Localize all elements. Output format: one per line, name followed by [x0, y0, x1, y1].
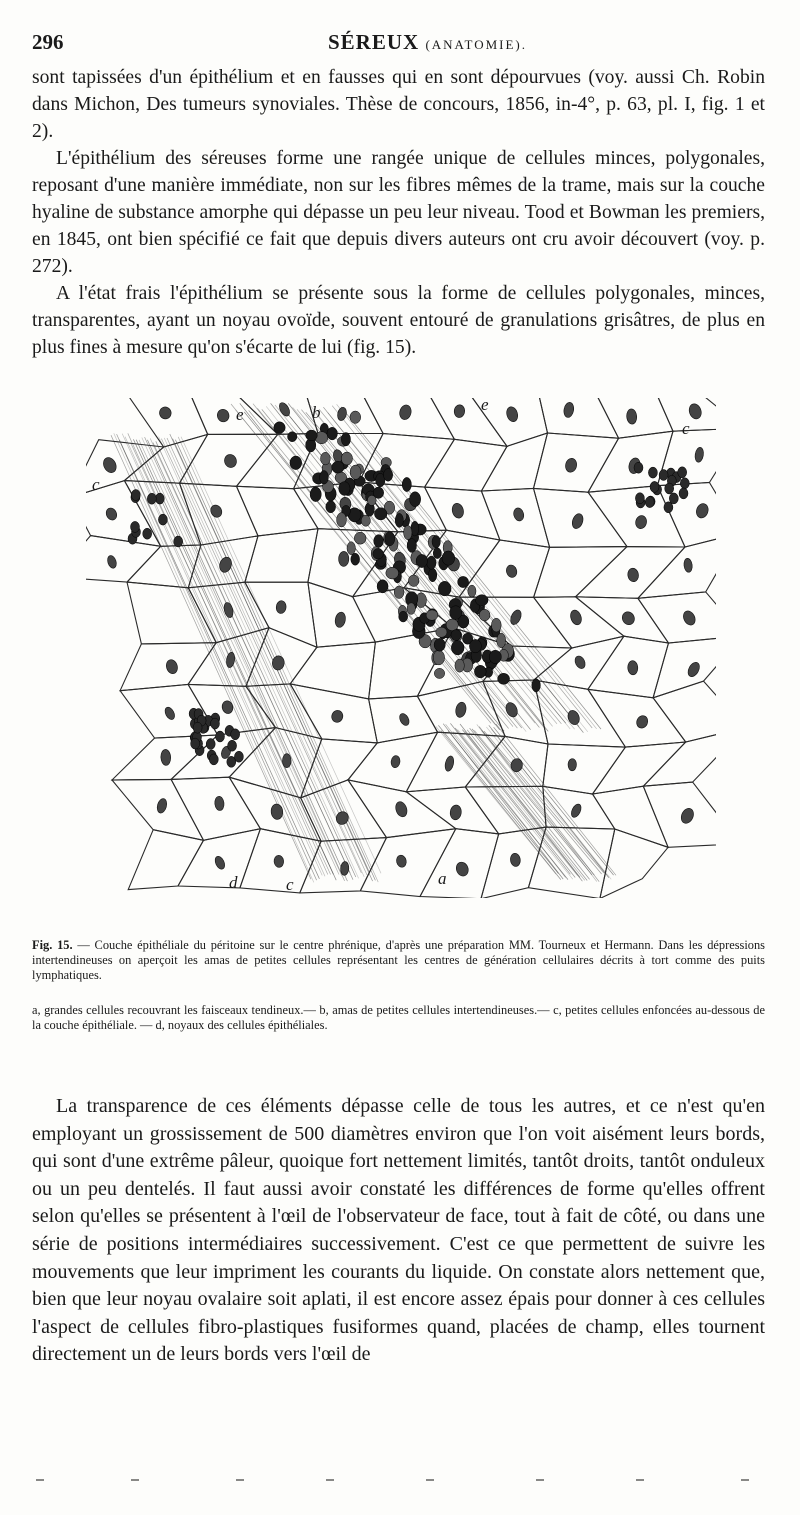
epithelial-cell [237, 486, 319, 536]
page-number: 296 [32, 30, 64, 54]
tendon-fiber [467, 730, 587, 881]
epithelial-cell [638, 533, 716, 598]
epithelial-cell [653, 636, 716, 698]
cell-nucleus [330, 709, 344, 724]
cell-nucleus [570, 512, 584, 530]
small-cell [290, 456, 302, 470]
figure-label: c [682, 419, 690, 438]
tendon-fiber [484, 731, 604, 873]
cell-nucleus [272, 655, 285, 671]
epithelial-cell [593, 742, 686, 794]
small-cell [476, 595, 489, 606]
figure-caption [32, 938, 765, 983]
cell-nucleus [620, 610, 637, 627]
small-cell [234, 751, 243, 762]
cell-nucleus [270, 803, 283, 820]
small-cell [385, 532, 395, 546]
cell-nucleus [390, 755, 400, 768]
cell-nucleus [273, 855, 284, 868]
epithelial-cell [119, 398, 208, 447]
small-cell [474, 665, 486, 678]
epithelial-cell [643, 782, 716, 847]
cell-nucleus [454, 860, 470, 877]
small-cell [193, 722, 202, 733]
epithelial-cell [171, 777, 260, 840]
cell-nucleus [510, 853, 521, 867]
figure-label: c [286, 875, 294, 894]
small-cell [147, 493, 156, 504]
cell-nucleus [635, 714, 650, 730]
small-cell [648, 467, 657, 478]
small-cell [428, 568, 436, 582]
small-cell [434, 668, 444, 678]
cell-nucleus [395, 854, 407, 868]
cell-nucleus [160, 749, 171, 765]
small-cell [491, 618, 501, 632]
small-cell [332, 461, 344, 473]
cell-nucleus [505, 564, 518, 579]
small-cell [678, 467, 687, 478]
cell-nucleus [563, 402, 575, 419]
paragraph: L'épithélium des séreuses forme une rangée unique de cellules minces, polygonales, reposant d'une manière immédiate, non sur les fibres mêmes de la trame, mais sur la couche hyaline de substance amorphe qui dépasse un peu leur niveau. Tood et Bowman les premiers, en 1845, ont bien spécifié ce fait que depuis divers auteurs ont cru avoir découvert (voy. p. 272). [32, 148, 765, 277]
legend-text: a, grandes cellules recouvrant les faisceaux tendineux.— b, amas de petites cellules intertendineuses.— c, petites cellules enfoncées au-dessous de la couche épithéliale. — d, noyaux des cellules épithéliales. [32, 1003, 765, 1032]
cell-nucleus [694, 447, 704, 463]
small-cell [450, 606, 462, 620]
epithelial-cell [588, 689, 686, 747]
small-cell [354, 532, 366, 544]
small-cell [479, 609, 490, 621]
cell-nucleus [454, 404, 465, 418]
small-cell [416, 554, 427, 567]
small-cell [634, 462, 643, 473]
small-cell [446, 619, 458, 631]
figure-label: d [229, 873, 238, 892]
tendon-fiber [450, 723, 570, 874]
running-head-title: SÉREUX [328, 30, 420, 54]
small-cell [645, 497, 654, 508]
cell-nucleus [454, 701, 467, 718]
cell-nucleus [218, 556, 234, 574]
small-cell [427, 556, 436, 569]
cell-nucleus [158, 405, 173, 420]
small-cell [321, 452, 331, 465]
cell-nucleus [681, 609, 697, 627]
small-cell [402, 477, 411, 491]
tendon-fiber [470, 728, 590, 879]
epithelial-cell [425, 439, 507, 491]
small-cell [143, 528, 152, 539]
small-cell [347, 542, 355, 555]
footer-marks [36, 1475, 766, 1485]
small-cell [327, 427, 337, 440]
epithelial-cell [600, 829, 668, 898]
cell-nucleus [679, 806, 696, 825]
figure-legend [32, 1003, 765, 1033]
paragraph: A l'état frais l'épithélium se présente sous la forme de cellules polygonales, minces, transparentes, ayant un noyau ovoïde, souvent entouré de granulations grisâtres, de plus en plus fines à mesure qu'on s'écarte de lui (fig. 15). [32, 283, 765, 358]
small-cell [341, 433, 350, 446]
epithelial-cell [245, 582, 317, 647]
epithelial-cell [481, 433, 547, 491]
cell-nucleus [104, 506, 118, 522]
running-head [328, 30, 527, 55]
cell-nucleus [336, 406, 347, 421]
small-cell [432, 536, 440, 548]
small-cell [451, 641, 464, 655]
small-cell [374, 508, 387, 520]
paragraph: sont tapissées d'un épithélium et en fausses qui en sont dépourvues (voy. aussi Ch. Robin dans Michon, Des tumeurs synoviales. Thèse de concours, 1856, in-4°, p. 63, pl. I, fig. 1 et 2). [32, 67, 765, 142]
small-cell [532, 679, 541, 692]
small-cell [635, 493, 644, 504]
tendon-fiber [328, 413, 588, 732]
cell-nucleus [338, 551, 348, 566]
tendon-fiber [167, 438, 367, 875]
cell-nucleus [213, 855, 226, 871]
figure-number: Fig. 15. [32, 938, 73, 952]
small-cell [679, 488, 688, 499]
cell-nucleus [276, 600, 287, 614]
small-cell [434, 638, 445, 651]
small-cell [158, 514, 167, 525]
small-cell [274, 422, 285, 434]
small-cell [407, 539, 416, 553]
epithelium-drawing [86, 398, 716, 898]
tendon-fiber [136, 440, 336, 881]
epithelial-cell [422, 398, 507, 446]
tendon-fiber [465, 732, 585, 881]
cell-nucleus [221, 700, 234, 715]
small-cell [374, 535, 384, 548]
small-cell [326, 501, 336, 513]
cell-nucleus [573, 654, 587, 670]
tendon-fiber [460, 724, 580, 877]
small-cell [442, 551, 455, 565]
figure-label: a [438, 869, 447, 888]
small-cell [410, 492, 421, 507]
tendon-fiber [114, 433, 314, 882]
small-cell [288, 432, 297, 442]
small-cell [206, 739, 215, 750]
small-cell [228, 740, 237, 751]
epithelial-cell [653, 681, 716, 742]
small-cell [320, 471, 329, 485]
small-cell [408, 575, 419, 587]
body-text-top [32, 64, 765, 361]
cell-nucleus [683, 558, 693, 573]
tendon-fiber [117, 434, 317, 880]
epithelial-cell [534, 680, 626, 747]
cell-nucleus [223, 453, 238, 469]
cell-nucleus [444, 755, 455, 772]
figure-label: e [481, 398, 489, 414]
body-text-bottom [32, 1093, 765, 1369]
small-cell [404, 526, 412, 540]
small-cell [438, 581, 451, 596]
cell-nucleus [569, 609, 584, 627]
tendon-fiber [441, 730, 561, 879]
cell-nucleus [634, 514, 647, 529]
cell-nucleus [695, 502, 711, 520]
small-cell [231, 729, 240, 740]
small-cell [377, 580, 388, 593]
small-cell [155, 493, 164, 504]
cell-nucleus [209, 503, 224, 519]
epithelial-cell [593, 786, 669, 847]
figure-label: b [312, 403, 321, 422]
small-cell [650, 481, 659, 492]
small-cell [174, 536, 183, 547]
small-cell [209, 754, 218, 765]
small-cell [659, 470, 668, 481]
cell-nucleus [451, 502, 466, 519]
small-cell [669, 493, 678, 504]
small-cell [350, 411, 361, 423]
cell-nucleus [398, 404, 412, 421]
epithelial-cell [543, 744, 626, 794]
epithelial-cell [638, 592, 716, 643]
cell-nucleus [626, 409, 637, 425]
small-cell [386, 567, 399, 579]
small-cell [341, 452, 352, 465]
small-cell [131, 521, 140, 532]
cell-nucleus [504, 701, 520, 719]
small-cell [497, 633, 506, 648]
small-cell [680, 478, 689, 489]
tendon-fiber [147, 440, 347, 881]
small-cell [433, 650, 444, 665]
small-cell [407, 603, 415, 615]
small-cell [361, 515, 370, 526]
cell-nucleus [163, 706, 176, 722]
epithelial-cell [290, 642, 375, 699]
caption-text: — Couche épithéliale du péritoine sur le centre phrénique, d'après une préparation MM. Tourneux et Hermann. Dans les dépressions intertendineuses on aperçoit les amas de petites cellules représentant les centres de génération cellulaires décrits à tort comme des puits lymphatiques. [32, 938, 766, 982]
cell-nucleus [214, 796, 225, 811]
cell-nucleus [334, 810, 351, 827]
small-cell [191, 738, 200, 749]
epithelial-cell [127, 582, 216, 644]
small-cell [426, 610, 438, 620]
cell-nucleus [394, 800, 409, 818]
tendon-fiber [491, 729, 611, 879]
tendon-fiber [479, 727, 599, 882]
small-cell [131, 490, 140, 501]
epithelial-cell [535, 398, 619, 438]
tendon-fiber [472, 729, 592, 875]
figure-label: e [236, 405, 244, 424]
small-cell [451, 630, 461, 641]
cell-nucleus [156, 797, 169, 814]
small-cell [337, 513, 347, 527]
small-cell [498, 673, 510, 684]
epithelial-cell [188, 398, 278, 434]
cell-nucleus [627, 660, 638, 675]
cell-nucleus [216, 408, 231, 423]
cell-nucleus [449, 804, 462, 820]
cell-nucleus [283, 754, 292, 768]
small-cell [395, 513, 403, 527]
small-cell [373, 549, 384, 560]
small-cell [436, 627, 447, 637]
paragraph: La transparence de ces éléments dépasse celle de tous les autres, et ce n'est qu'en employant un grossissement de 500 diamètres environ que l'on voit aisément leurs bords, qui sont d'une extrême pâleur, quoique fort nettement limités, tantôt droits, tantôt onduleux ou un peu dentelés. Il faut aussi avoir constaté les différences de forme qu'elles offrent selon qu'elles se présentent à l'œil de l'observateur de face, tout à fait de côté, ou dans une série de positions intermédiaires successivement. C'est ce que permettent de suivre les mouvements que leur impriment les courants du liquide. On constate alors nettement que, bien que leur noyau ovalaire soit aplati, il est encore assez épais pour donner à ces cellules l'aspect de cellules fibro-plastiques fusiformes quand, placées de champ, elles tournent directement un de leurs bords vers l'œil de [32, 1095, 765, 1366]
small-cell [339, 482, 350, 496]
epithelial-cell [643, 728, 716, 787]
cell-nucleus [101, 455, 119, 474]
small-cell [468, 585, 476, 597]
cell-nucleus [569, 803, 583, 819]
figure-epithelium-illustration [86, 398, 716, 898]
small-cell [399, 611, 408, 622]
cell-nucleus [340, 861, 349, 875]
small-cell [350, 465, 361, 479]
tendon-fiber [474, 730, 594, 875]
cell-nucleus [687, 402, 703, 420]
small-cell [455, 659, 464, 672]
small-cell [351, 553, 360, 565]
small-cell [433, 548, 441, 559]
cell-nucleus [627, 567, 640, 582]
cell-nucleus [505, 405, 519, 423]
cell-nucleus [564, 457, 578, 473]
small-cell [394, 586, 404, 599]
small-cell [469, 639, 481, 652]
cell-nucleus [568, 759, 577, 771]
cell-nucleus [106, 554, 118, 569]
small-cell [211, 718, 220, 729]
small-cell [310, 487, 321, 502]
epithelial-cell [534, 547, 627, 598]
small-cell [306, 430, 318, 441]
cell-nucleus [509, 608, 524, 626]
page-header [32, 30, 760, 58]
small-cell [458, 576, 469, 587]
cell-nucleus [334, 611, 347, 628]
small-cell [665, 483, 674, 494]
tendon-fiber [496, 724, 616, 875]
small-cell [489, 650, 501, 663]
tendon-fiber [119, 440, 319, 879]
cell-nucleus [512, 507, 525, 522]
small-cell [367, 495, 376, 505]
figure-label: c [92, 475, 100, 494]
small-cell [384, 469, 393, 482]
running-head-subtitle: (ANATOMIE). [425, 37, 528, 52]
cell-nucleus [686, 660, 702, 678]
tendon-fiber [462, 730, 582, 882]
small-cell [216, 731, 225, 742]
cell-nucleus [398, 712, 411, 727]
cell-nucleus [165, 658, 179, 675]
